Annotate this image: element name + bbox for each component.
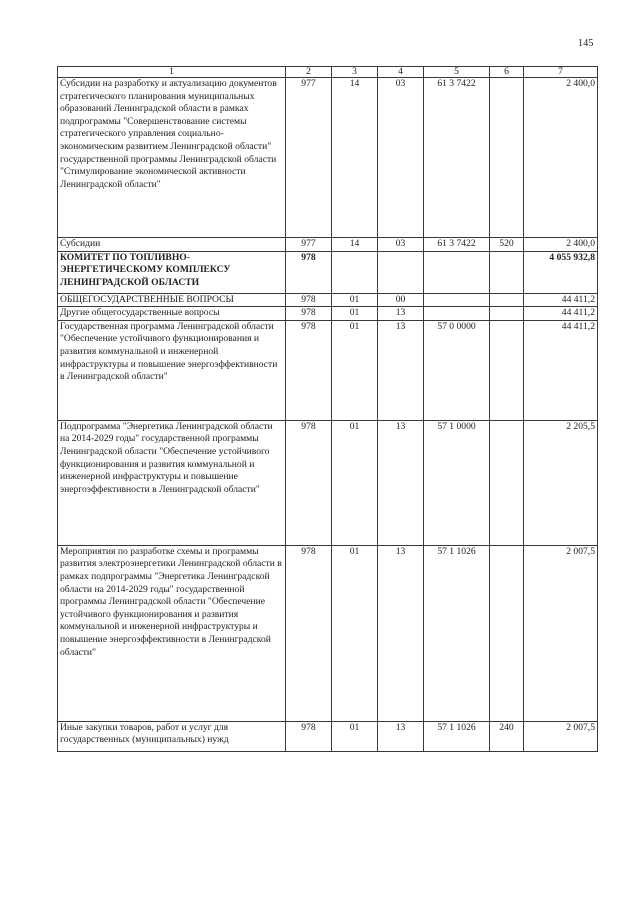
row-subsection-cell: 13 xyxy=(378,721,424,751)
page-number: 145 xyxy=(578,38,594,49)
row-target-article-cell: 61 3 7422 xyxy=(424,78,490,238)
column-header: 3 xyxy=(332,67,378,78)
row-section-cell: 01 xyxy=(332,545,378,721)
row-name-cell: Государственная программа Ленинградской области "Обеспечение устойчивого функционирования и развития коммунальной и инженерной инфраструктуры и повышение энергоэффективности в Ленинградской области" xyxy=(58,320,286,420)
row-expense-type-cell: 520 xyxy=(490,238,524,252)
row-section-cell: 01 xyxy=(332,293,378,307)
row-subsection-cell: 00 xyxy=(378,293,424,307)
row-ved-cell: 978 xyxy=(286,307,332,321)
row-amount-cell: 44 411,2 xyxy=(524,293,598,307)
row-section-cell: 01 xyxy=(332,307,378,321)
column-header: 5 xyxy=(424,67,490,78)
column-header: 7 xyxy=(524,67,598,78)
row-target-article-cell: 57 1 0000 xyxy=(424,420,490,545)
row-section-cell: 01 xyxy=(332,721,378,751)
row-subsection-cell: 13 xyxy=(378,320,424,420)
header-row xyxy=(58,67,598,78)
table-row xyxy=(58,238,598,252)
row-name-cell: Мероприятия по разработке схемы и программы развития электроэнергетики Ленинградской области в рамках подпрограммы "Энергетика Ленинградской области на 2014-2029 годы" государственной программы Ленинградской области "Обеспечение устойчивого функционирования и развития коммунальной и инженерной инфраструктуры и повышение энергоэффективности в Ленинградской области" xyxy=(58,545,286,721)
row-subsection-cell: 13 xyxy=(378,307,424,321)
row-expense-type-cell xyxy=(490,251,524,293)
row-section-cell: 01 xyxy=(332,420,378,545)
row-expense-type-cell xyxy=(490,78,524,238)
row-ved-cell: 978 xyxy=(286,545,332,721)
row-amount-cell: 2 400,0 xyxy=(524,78,598,238)
table-row xyxy=(58,545,598,721)
row-subsection-cell: 03 xyxy=(378,238,424,252)
row-subsection-cell: 13 xyxy=(378,420,424,545)
row-ved-cell: 978 xyxy=(286,251,332,293)
row-name-cell: ОБЩЕГОСУДАРСТВЕННЫЕ ВОПРОСЫ xyxy=(58,293,286,307)
row-section-cell: 14 xyxy=(332,238,378,252)
row-ved-cell: 977 xyxy=(286,78,332,238)
row-amount-cell: 4 055 932,8 xyxy=(524,251,598,293)
row-amount-cell: 2 400,0 xyxy=(524,238,598,252)
table-row xyxy=(58,293,598,307)
row-ved-cell: 978 xyxy=(286,721,332,751)
row-expense-type-cell xyxy=(490,420,524,545)
row-target-article-cell: 57 1 1026 xyxy=(424,721,490,751)
row-target-article-cell: 61 3 7422 xyxy=(424,238,490,252)
table-row xyxy=(58,320,598,420)
row-amount-cell: 2 205,5 xyxy=(524,420,598,545)
table-row xyxy=(58,420,598,545)
row-amount-cell: 2 007,5 xyxy=(524,545,598,721)
row-name-cell: Подпрограмма "Энергетика Ленинградской области на 2014-2029 годы" государственной программы Ленинградской области "Обеспечение устойчивого функционирования и развития коммунальной и инженерной инфраструктуры и повышение энергоэффективности в Ленинградской области" xyxy=(58,420,286,545)
row-section-cell: 01 xyxy=(332,320,378,420)
row-subsection-cell xyxy=(378,251,424,293)
column-header: 2 xyxy=(286,67,332,78)
row-ved-cell: 978 xyxy=(286,320,332,420)
row-name-cell: Иные закупки товаров, работ и услуг для государственных (муниципальных) нужд xyxy=(58,721,286,751)
row-ved-cell: 977 xyxy=(286,238,332,252)
row-ved-cell: 978 xyxy=(286,293,332,307)
row-name-cell: Другие общегосударственные вопросы xyxy=(58,307,286,321)
row-subsection-cell: 13 xyxy=(378,545,424,721)
row-expense-type-cell xyxy=(490,545,524,721)
row-name-cell: КОМИТЕТ ПО ТОПЛИВНО-ЭНЕРГЕТИЧЕСКОМУ КОМПЛЕКСУ ЛЕНИНГРАДСКОЙ ОБЛАСТИ xyxy=(58,251,286,293)
table-row xyxy=(58,251,598,293)
row-name-cell: Субсидии xyxy=(58,238,286,252)
row-section-cell xyxy=(332,251,378,293)
column-header: 1 xyxy=(58,67,286,78)
row-amount-cell: 44 411,2 xyxy=(524,307,598,321)
row-section-cell: 14 xyxy=(332,78,378,238)
row-target-article-cell xyxy=(424,307,490,321)
column-header: 6 xyxy=(490,67,524,78)
row-subsection-cell: 03 xyxy=(378,78,424,238)
row-ved-cell: 978 xyxy=(286,420,332,545)
row-expense-type-cell xyxy=(490,307,524,321)
row-expense-type-cell xyxy=(490,293,524,307)
row-name-cell: Субсидии на разработку и актуализацию документов стратегического планирования муниципальных образований Ленинградской области в рамках подпрограммы "Совершенствование системы стратегического управления социально-экономическим развитием Ленинградской области" государственной программы Ленинградской области "Стимулирование экономической активности Ленинградской области" xyxy=(58,78,286,238)
column-header: 4 xyxy=(378,67,424,78)
row-amount-cell: 44 411,2 xyxy=(524,320,598,420)
table-row xyxy=(58,78,598,238)
row-target-article-cell: 57 0 0000 xyxy=(424,320,490,420)
row-amount-cell: 2 007,5 xyxy=(524,721,598,751)
row-expense-type-cell xyxy=(490,320,524,420)
table-row xyxy=(58,721,598,751)
budget-table xyxy=(57,66,598,752)
row-target-article-cell xyxy=(424,293,490,307)
row-target-article-cell: 57 1 1026 xyxy=(424,545,490,721)
table-row xyxy=(58,307,598,321)
row-target-article-cell xyxy=(424,251,490,293)
row-expense-type-cell: 240 xyxy=(490,721,524,751)
